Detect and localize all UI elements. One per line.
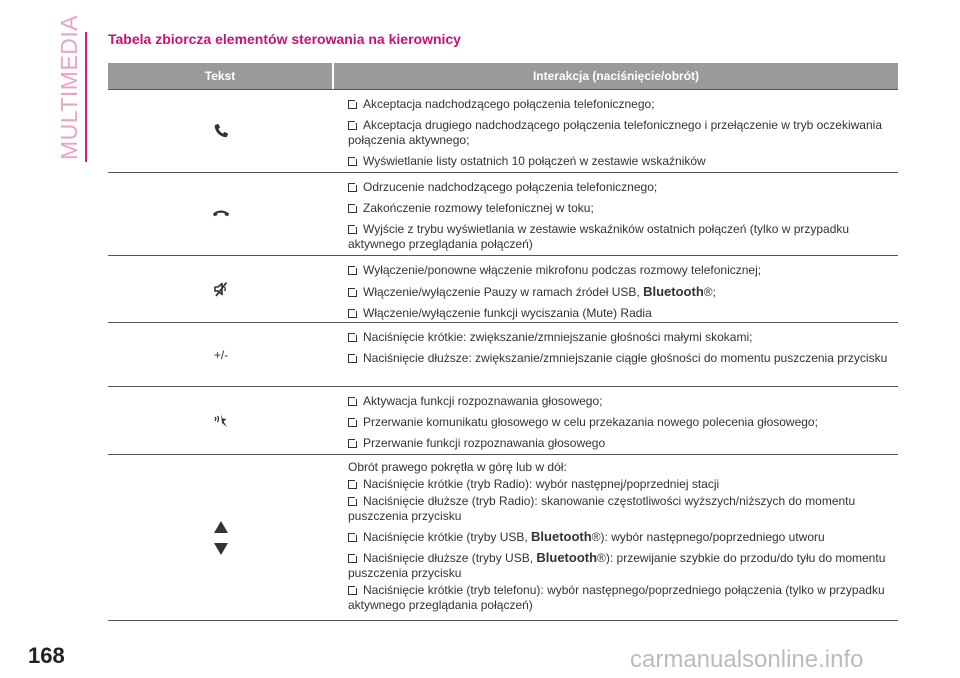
controls-table [108, 90, 898, 621]
table-row [108, 387, 898, 455]
list-item: Akceptacja nadchodzącego połączenia telefonicznego; [348, 97, 898, 112]
checkbox-bullet-icon [348, 266, 357, 275]
volume-label: +/- [213, 347, 229, 362]
list-item: Wyjście z trybu wyświetlania w zestawie wskaźników ostatnich połączeń (tylko w przypadku aktywnego przeglądania połączeń) [348, 222, 850, 251]
table-header [108, 63, 898, 90]
checkbox-bullet-icon [348, 204, 357, 213]
list-item: Aktywacja funkcji rozpoznawania głosowego; [348, 394, 898, 409]
table-row [108, 90, 898, 173]
list-item: Naciśnięcie dłuższe (tryby USB, Bluetooth®): przewijanie szybkie do przodu/do tyłu do momentu puszczenia przycisku [348, 550, 886, 580]
list-item: Przerwanie funkcji rozpoznawania głosowego [348, 436, 898, 451]
bluetooth-brand: Bluetooth [536, 550, 598, 565]
table-row [108, 455, 898, 621]
interaction-cell [334, 387, 898, 454]
checkbox-bullet-icon [348, 100, 357, 109]
checkbox-bullet-icon [348, 225, 357, 234]
header-col-text: Tekst [108, 63, 332, 89]
list-item: Naciśnięcie krótkie (tryb telefonu): wybór następnego/poprzedniego połączenia (tylko w przypadku aktywnego przeglądania połączeń) [348, 583, 885, 612]
bluetooth-brand: Bluetooth [531, 529, 592, 544]
checkbox-bullet-icon [348, 183, 357, 192]
list-item: Włączenie/wyłączenie funkcji wyciszania (Mute) Radia [348, 306, 898, 321]
intro-text: Obrót prawego pokrętła w górę lub w dół: [348, 460, 567, 474]
list-item: Wyłączenie/ponowne włączenie mikrofonu podczas rozmowy telefonicznej; [348, 263, 898, 278]
checkbox-bullet-icon [348, 533, 357, 542]
section-side-text: MULTIMEDIA [56, 14, 82, 160]
checkbox-bullet-icon [348, 309, 357, 318]
list-item: Akceptacja drugiego nadchodzącego połączenia telefonicznego i przełączenie w tryb oczekiwania połączenia aktywnego; [348, 118, 882, 147]
voice-recognition-icon [108, 387, 334, 454]
interaction-cell [334, 173, 898, 255]
list-item: Zakończenie rozmowy telefonicznej w toku; [348, 201, 898, 216]
checkbox-bullet-icon [348, 157, 357, 166]
bluetooth-brand: Bluetooth [643, 284, 704, 299]
checkbox-bullet-icon [348, 397, 357, 406]
list-item: Naciśnięcie krótkie: zwiększanie/zmniejszanie głośności małymi skokami; [348, 330, 898, 345]
checkbox-bullet-icon [348, 333, 357, 342]
checkbox-bullet-icon [348, 418, 357, 427]
list-item: Włączenie/wyłączenie Pauzy w ramach źródeł USB, Bluetooth®; [348, 284, 898, 300]
section-side-label [52, 14, 92, 162]
table-row [108, 323, 898, 387]
watermark: carmanualsonline.info [630, 646, 864, 673]
checkbox-bullet-icon [348, 554, 357, 563]
list-item: Naciśnięcie krótkie (tryby USB, Bluetooth®): wybór następnego/poprzedniego utworu [348, 529, 898, 545]
interaction-cell [334, 90, 898, 172]
interaction-cell [334, 256, 898, 322]
interaction-cell [334, 323, 898, 386]
checkbox-bullet-icon [348, 121, 357, 130]
list-item: Odrzucenie nadchodzącego połączenia telefonicznego; [348, 180, 898, 195]
list-item: Naciśnięcie dłuższe (tryb Radio): skanowanie częstotliwości wyższych/niższych do momentu puszczenia przycisku [348, 494, 856, 523]
header-col-interaction: Interakcja (naciśnięcie/obrót) [334, 63, 898, 89]
list-item: Naciśnięcie krótkie (tryb Radio): wybór następnej/poprzedniej stacji [348, 477, 898, 492]
page-title: Tabela zbiorcza elementów sterowania na kierownicy [108, 31, 461, 47]
phone-hangup-icon [108, 173, 334, 255]
checkbox-bullet-icon [348, 586, 357, 595]
mute-icon [108, 256, 334, 322]
checkbox-bullet-icon [348, 480, 357, 489]
checkbox-bullet-icon [348, 439, 357, 448]
list-item: Wyświetlanie listy ostatnich 10 połączeń w zestawie wskaźników [348, 154, 898, 169]
page-number: 168 [28, 643, 65, 668]
section-side-bar [85, 32, 87, 162]
list-item: Przerwanie komunikatu głosowego w celu przekazania nowego polecenia głosowego; [348, 415, 898, 430]
interaction-cell [334, 455, 898, 620]
arrow-down-icon [214, 543, 228, 555]
checkbox-bullet-icon [348, 288, 357, 297]
list-item: Naciśnięcie dłuższe: zwiększanie/zmniejszanie ciągłe głośności do momentu puszczenia przycisku [348, 351, 898, 366]
checkbox-bullet-icon [348, 497, 357, 506]
table-row [108, 256, 898, 323]
table-row [108, 173, 898, 256]
phone-accept-icon [108, 90, 334, 172]
checkbox-bullet-icon [348, 354, 357, 363]
up-down-arrows-icon [108, 455, 334, 620]
arrow-up-icon [214, 521, 228, 533]
